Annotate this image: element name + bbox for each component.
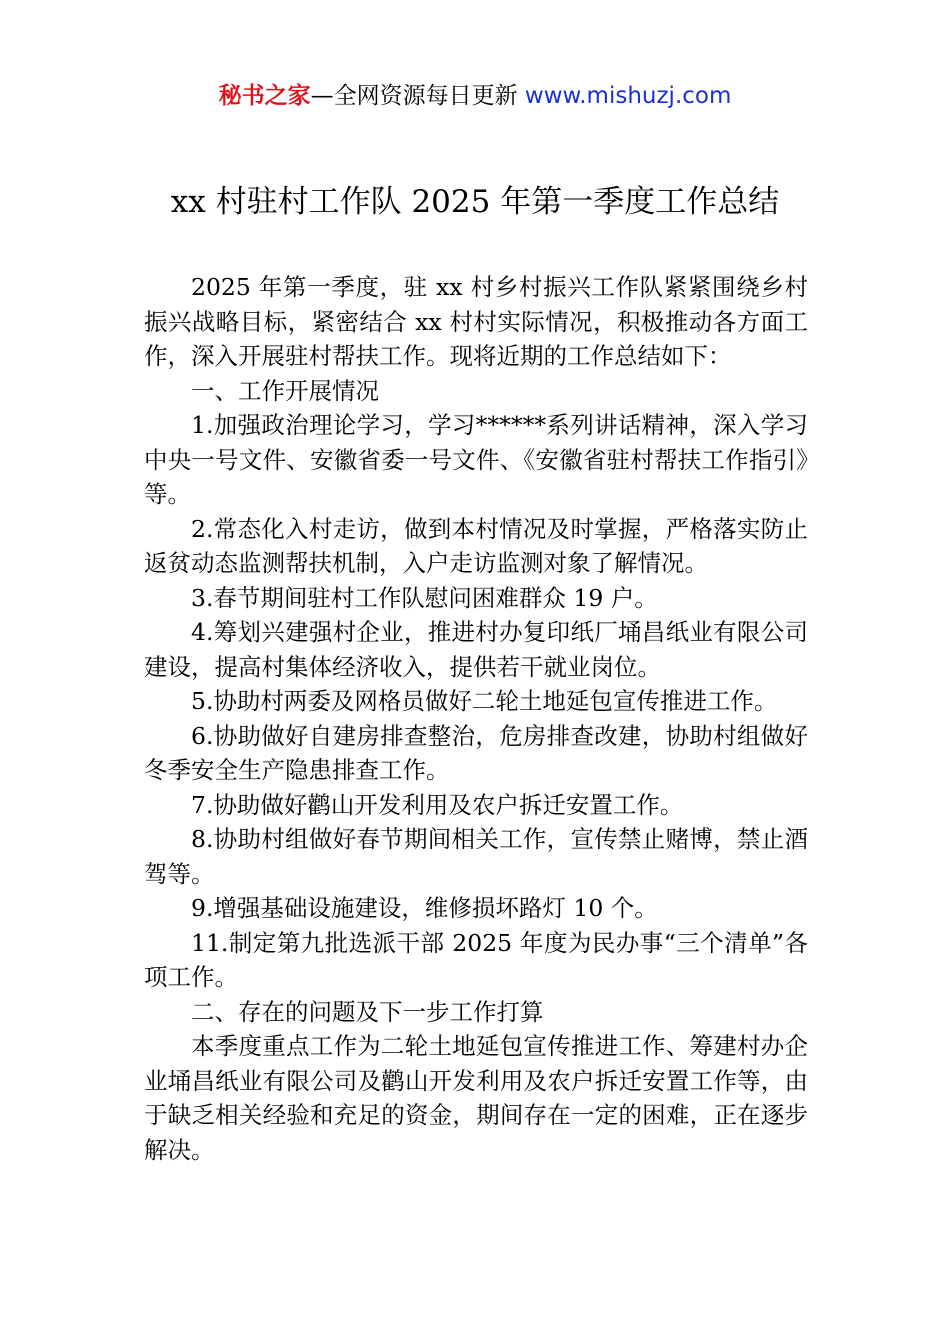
work-item-8: 8.协助村组做好春节期间相关工作，宣传禁止赌博，禁止酒驾等。	[144, 825, 808, 888]
work-item-5: 5.协助村两委及网格员做好二轮土地延包宣传推进工作。	[191, 687, 778, 715]
site-banner	[0, 80, 950, 112]
problems-paragraph: 本季度重点工作为二轮土地延包宣传推进工作、筹建村办企业埇昌纸业有限公司及鹳山开发利用及农户拆迁安置工作等，由于缺乏相关经验和充足的资金，期间存在一定的困难，正在逐步解决。	[144, 1032, 808, 1164]
document-title: xx 村驻村工作队 2025 年第一季度工作总结	[170, 184, 780, 220]
work-item-1: 1.加强政治理论学习，学习******系列讲话精神，深入学习中央一号文件、安徽省委一号文件、《安徽省驻村帮扶工作指引》等。	[144, 411, 808, 508]
work-item-7: 7.协助做好鹳山开发利用及农户拆迁安置工作。	[191, 790, 684, 819]
work-item-2: 2.常态化入村走访，做到本村情况及时掌握，严格落实防止返贫动态监测帮扶机制，入户走访监测对象了解情况。	[144, 514, 808, 577]
work-item-6: 6.协助做好自建房排查整治，危房排查改建，协助村组做好冬季安全生产隐患排查工作。	[144, 721, 808, 784]
intro-paragraph: 2025 年第一季度，驻 xx 村乡村振兴工作队紧紧围绕乡村振兴战略目标，紧密结合 xx 村村实际情况，积极推动各方面工作，深入开展驻村帮扶工作。现将近期的工作总结如下：	[144, 273, 808, 370]
banner-slogan: —全网资源每日更新	[310, 83, 525, 109]
work-item-9: 9.增强基础设施建设，维修损坏路灯 10 个。	[191, 894, 658, 922]
work-item-11: 11.制定第九批选派干部 2025 年度为民办事“三个清单”各项工作。	[144, 928, 808, 991]
banner-brand: 秘书之家	[218, 83, 311, 109]
work-item-4: 4.筹划兴建强村企业，推进村办复印纸厂埇昌纸业有限公司建设，提高村集体经济收入，提供若干就业岗位。	[144, 618, 808, 681]
document-body	[144, 270, 808, 1167]
section-heading-work-progress: 一、工作开展情况	[191, 376, 379, 405]
section-heading-problems-plans: 二、存在的问题及下一步工作打算	[191, 997, 544, 1026]
banner-url-link[interactable]: www.mishuzj.com	[524, 83, 732, 109]
work-item-3: 3.春节期间驻村工作队慰问困难群众 19 户。	[191, 583, 658, 612]
